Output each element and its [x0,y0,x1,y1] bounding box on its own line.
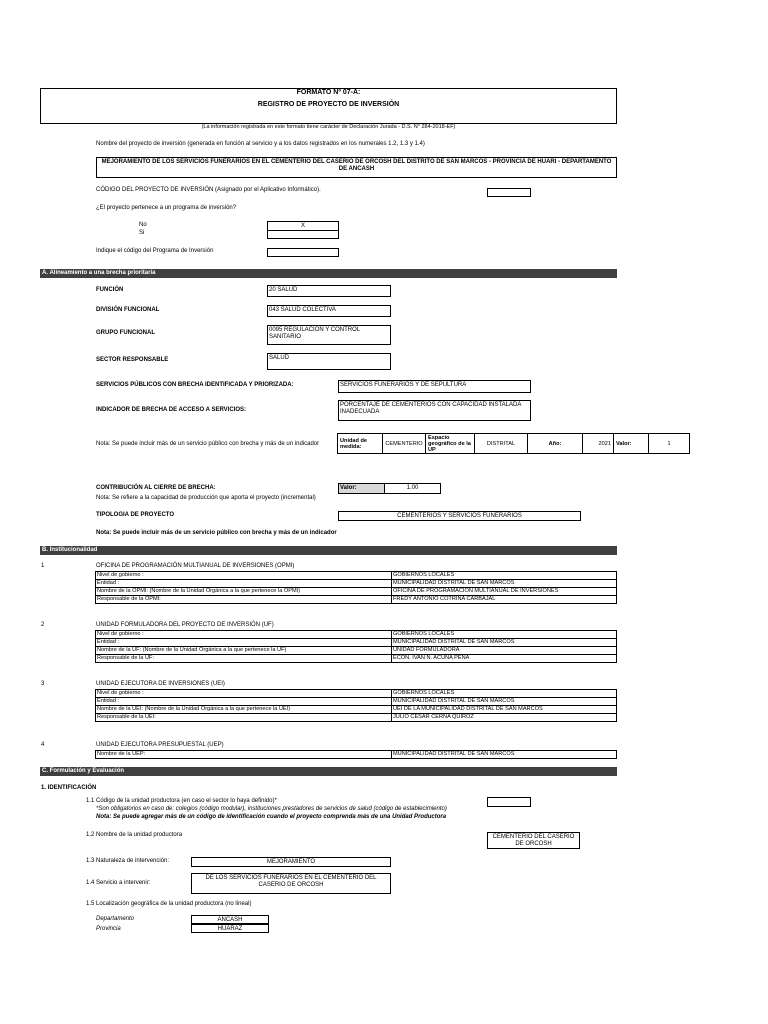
contribucion-valor-label: Valor: [338,483,385,494]
row-label: Nombre de la OPMI: (Nombre de la Unidad Orgánica a la que pertenece la OPMI) [96,588,392,596]
provincia-label: Provincia [96,926,121,932]
servicios-value: SERVICIOS FUNERARIOS Y DE SEPULTURA [340,382,467,388]
block-1-title: OFICINA DE PROGRAMACIÓN MULTIANUAL DE INVERSIONES (OPMI) [96,563,295,569]
contribucion-label: CONTRIBUCIÓN AL CIERRE DE BRECHA: [96,485,216,491]
row-label: Responsable de la OPMI: [96,596,392,604]
sector-value: SALUD [269,355,290,361]
valor-value[interactable]: 1 [649,434,690,454]
anio-label: Año: [528,434,583,454]
funcion-label: FUNCIÓN [96,287,124,293]
si-label: Si [139,230,145,236]
block-1-num: 1 [41,563,45,569]
item-1-4-label: 1.4 Servicio a intervenir: [86,880,151,886]
row-value[interactable]: OFICINA DE PROGRAMACION MULTIANUAL DE INVERSIONES [392,588,617,596]
grupo-field[interactable] [267,325,391,345]
row-label: Nivel de gobierno : [96,631,392,639]
table-row [96,714,617,722]
item-1-1-field[interactable] [487,797,531,807]
row-value[interactable]: GOBIERNOS LOCALES [392,572,617,580]
item-1-3-field[interactable] [191,857,391,867]
row-label: Nombre de la UEP: [96,751,392,759]
anio-value[interactable]: 2021 [583,434,614,454]
uf-table [95,630,617,663]
item-1-3-value: MEJORAMIENTO [266,859,316,865]
grupo-value: 0095 REGULACIÓN Y CONTROL SANITARIO [269,327,360,340]
row-label: Entidad : [96,639,392,647]
block-4-title: UNIDAD EJECUTORA PRESUPUESTAL (UEP) [96,742,224,748]
tipologia-value: CEMENTERIOS Y SERVICIOS FUNERARIOS [397,513,522,519]
valor-label: Valor: [614,434,649,454]
tipologia-label: TIPOLOGIA DE PROYECTO [96,512,175,518]
table-row [96,588,617,596]
row-value[interactable]: GOBIERNOS LOCALES [392,690,617,698]
table-row [96,690,617,698]
table-row [96,580,617,588]
unidad-medida-label: Unidad de medida: [338,434,383,454]
contribucion-valor-value: 1.00 [406,485,419,491]
row-value[interactable]: JULIO CESAR CERNA QUIROZ [392,714,617,722]
indicador-value: PORCENTAJE DE CEMENTERIOS CON CAPACIDAD INSTALADA INADECUADA [340,402,522,415]
table-row [96,698,617,706]
section-a-header: A. Alineamiento a una brecha prioritaria [40,269,617,278]
program-question: ¿El proyecto pertenece a un programa de inversión? [96,205,237,211]
project-name-value: MEJORAMIENTO DE LOS SERVICIOS FUNERARIOS EN EL CEMENTERIO DEL CASERIO DE ORCOSH DEL DISTRITO DE SAN MARCOS - PROVINCIA DE HUARI - DEPARTAMENTO DE ANCASH [101,159,612,172]
item-1-1-label: 1.1 Código de la unidad productora (en caso el sector lo haya definido)* [86,798,277,804]
no-label: No [139,222,147,228]
row-label: Responsable de la UF: [96,655,392,663]
brecha-table [337,433,690,454]
row-label: Nivel de gobierno : [96,572,392,580]
indicador-label: INDICADOR DE BRECHA DE ACCESO A SERVICIOS: [96,407,247,413]
departamento-field[interactable] [191,915,269,924]
block-3-title: UNIDAD EJECUTORA DE INVERSIONES (UEI) [96,681,225,687]
project-code-field[interactable] [487,188,531,197]
row-value[interactable]: UEI DE LA MUNICIPALIDAD DISTRITAL DE SAN MARCOS [392,706,617,714]
division-field[interactable] [267,305,391,317]
section-c-header: C. Formulación y Evaluación [40,767,617,776]
block-3-num: 3 [41,681,45,687]
uei-table [95,689,617,722]
contribucion-note: Nota: Se refiere a la capacidad de producción que aporta el proyecto (incremental) [96,495,316,501]
no-checkbox-mark: X [300,223,305,229]
unidad-medida-value[interactable]: CEMENTERIO [383,434,426,454]
division-label: DIVISIÓN FUNCIONAL [96,307,160,313]
item-1-2-value: CEMENTERIO DEL CASERIO DE ORCOSH [492,834,575,847]
project-name-field[interactable] [96,157,617,178]
departamento-label: Departamento [96,916,135,922]
row-value[interactable]: MUNICIPALIDAD DISTRITAL DE SAN MARCOS [392,751,617,759]
si-checkbox[interactable] [267,230,339,239]
row-value[interactable]: UNIDAD FORMULADORA [392,647,617,655]
row-label: Nivel de gobierno : [96,690,392,698]
project-name-label: Nombre del proyecto de inversión (generada en función al servicio y a los datos registrados en los numerales 1.2, 1.3 y 1.4) [96,141,425,147]
servicios-field[interactable] [338,380,531,393]
item-1-1-note2: Nota: Se puede agregar más de un código de identificación cuando el proyecto comprenda más de una Unidad Productora [96,814,447,820]
item-1-1-note1: *Son obligatorios en caso de: colegios (código modular), instituciones prestadores de servicios de salud (código de establecimiento) [96,806,447,812]
row-value[interactable]: GOBIERNOS LOCALES [392,631,617,639]
funcion-value: 20 SALUD [269,287,298,293]
contribucion-valor-field[interactable] [384,483,441,494]
block-2-title: UNIDAD FORMULADORA DEL PROYECTO DE INVERSIÓN (UF) [96,622,274,628]
row-label: Responsable de la UEI: [96,714,392,722]
section-b-header: B. Institucionalidad [40,546,617,555]
nota-brecha: Nota: Se puede incluir más de un servicio público con brecha y más de un indicador [96,441,320,447]
table-row [96,647,617,655]
program-code-field[interactable] [267,248,339,257]
sector-label: SECTOR RESPONSABLE [96,357,169,363]
block-2-num: 2 [41,622,45,628]
tipologia-field[interactable] [338,511,581,521]
uep-table [95,750,617,759]
row-label: Entidad : [96,698,392,706]
row-value[interactable]: MUNICIPALIDAD DISTRITAL DE SAN MARCOS [392,698,617,706]
funcion-field[interactable] [267,285,391,297]
row-label: Nombre de la UEI: (Nombre de la Unidad Orgánica a la que pertenece la UEI) [96,706,392,714]
provincia-field[interactable] [191,924,269,933]
departamento-value: ANCASH [217,917,243,923]
table-row [96,751,617,759]
servicios-label: SERVICIOS PÚBLICOS CON BRECHA IDENTIFICADA Y PRIORIZADA: [96,382,294,388]
row-value[interactable]: MUNICIPALIDAD DISTRITAL DE SAN MARCOS [392,580,617,588]
program-code-label: Indique el código del Programa de Inversión [96,248,214,254]
item-1-3-label: 1.3 Naturaleza de intervención: [86,858,170,864]
identificacion-title: 1. IDENTIFICACIÓN [41,785,97,791]
table-row [96,572,617,580]
declaration-note: (La información registrada en este formato tiene carácter de Declaración Jurada - D.S. N° 284-2018-EF) [201,124,456,130]
table-row [96,655,617,663]
form-title: REGISTRO DE PROYECTO DE INVERSIÓN [257,101,400,108]
espacio-value[interactable]: DISTRITAL [475,434,528,454]
sector-field[interactable] [267,353,391,370]
row-value[interactable]: MUNICIPALIDAD DISTRITAL DE SAN MARCOS [392,639,617,647]
project-code-label: CÓDIGO DEL PROYECTO DE INVERSIÓN (Asignado por el Aplicativo Informático). [96,187,321,193]
table-row [96,706,617,714]
opmi-table [95,571,617,604]
item-1-2-field[interactable] [487,832,580,849]
brecha-row [338,434,690,454]
table-row [96,639,617,647]
division-value: 043 SALUD COLECTIVA [269,307,336,313]
no-checkbox[interactable] [267,221,339,230]
nota-final: Nota: Se puede incluir más de un servicio público con brecha y más de un indicador [96,530,337,536]
provincia-value: HUARAZ [217,926,243,932]
row-value[interactable]: FREDY ANTONIO COTRINA CARBAJAL [392,596,617,604]
item-1-2-label: 1.2 Nombre de la unidad productora [86,832,183,838]
form-number-title: FORMATO Nº 07-A: [296,89,361,96]
block-4-num: 4 [41,742,45,748]
item-1-4-value: DE LOS SERVICIOS FUNERARIOS EN EL CEMENTERIO DEL CASERIO DE ORCOSH [205,875,377,888]
row-label: Entidad : [96,580,392,588]
table-row [96,596,617,604]
item-1-5-label: 1.5 Localización geográfica de la unidad productora (no lineal) [86,901,252,907]
table-row [96,631,617,639]
row-label: Nombre de la UF: (Nombre de la Unidad Orgánica a la que pertenece la UF) [96,647,392,655]
grupo-label: GRUPO FUNCIONAL [96,330,155,336]
indicador-field[interactable] [338,400,531,421]
espacio-label: Espacio geográfico de la UP [426,434,475,454]
row-value[interactable]: ECON. IVAN N. ACUÑA PEÑA [392,655,617,663]
item-1-4-field[interactable] [191,873,391,894]
